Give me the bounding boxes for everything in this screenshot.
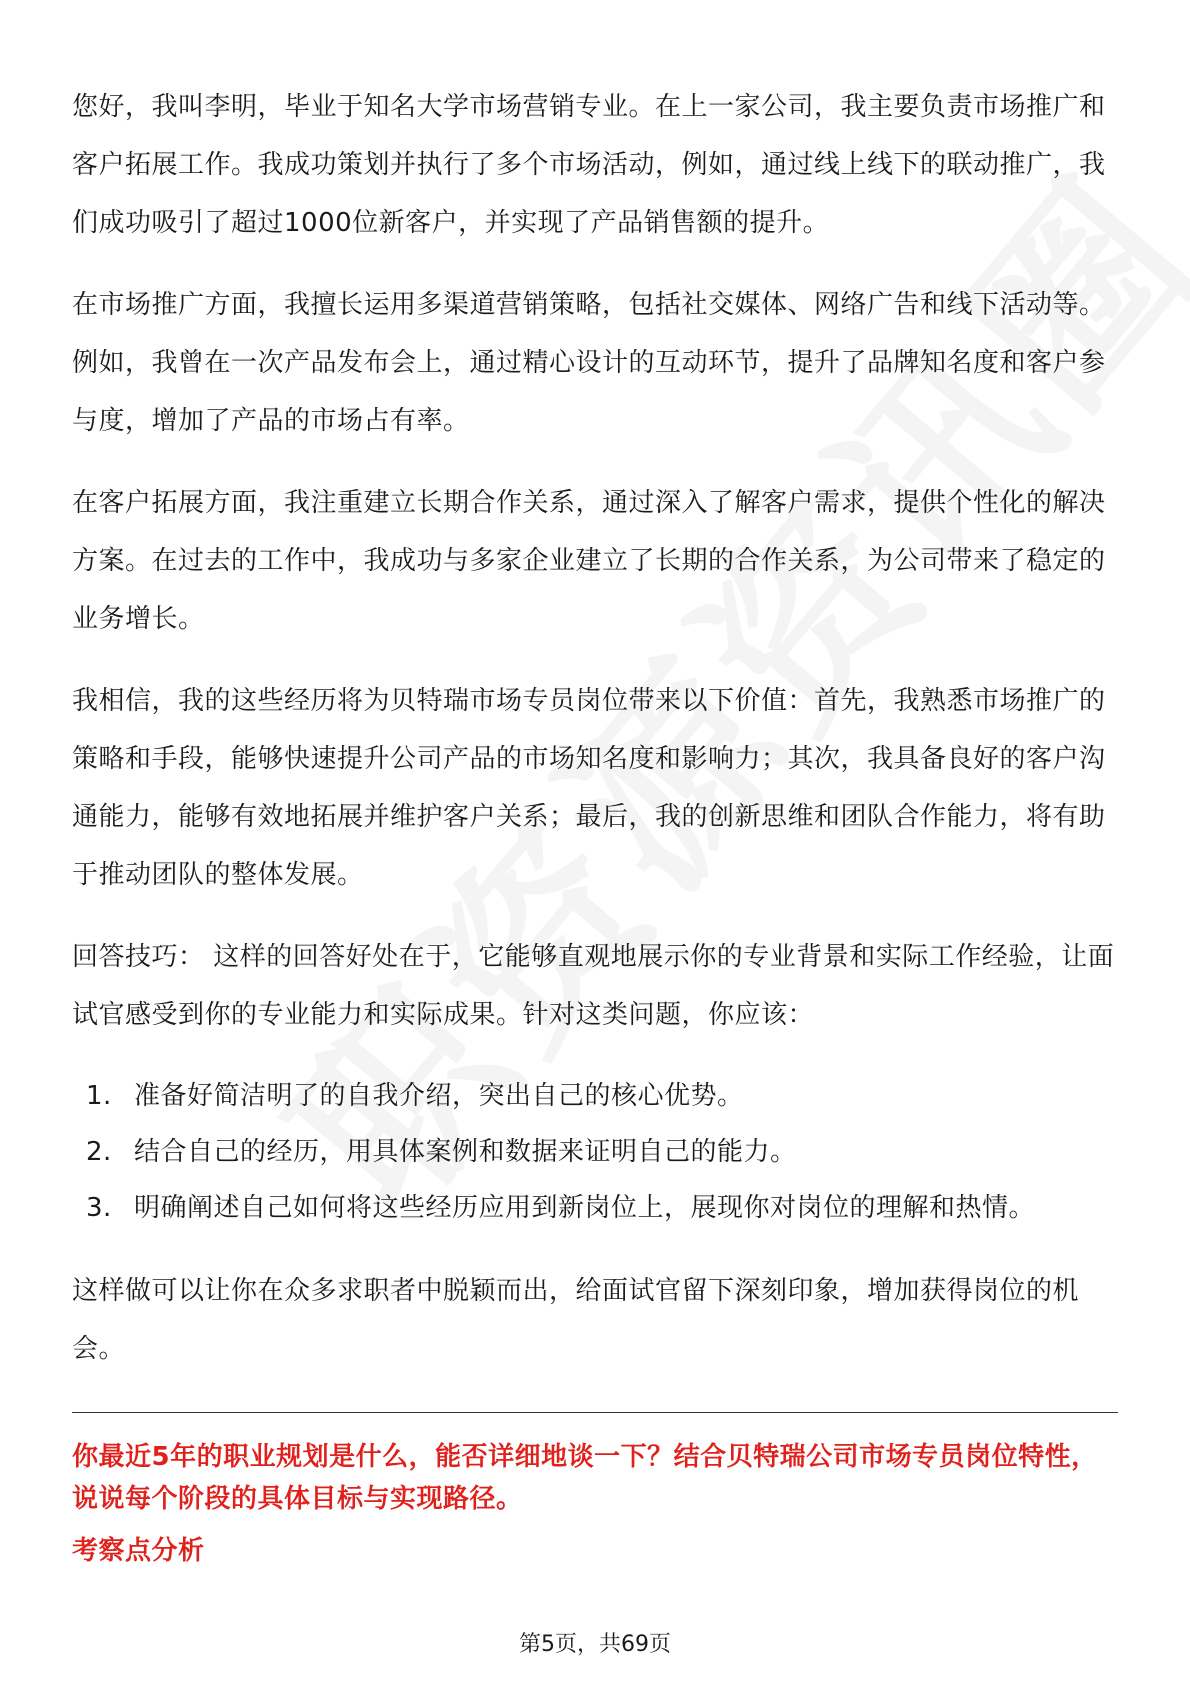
list-item	[72, 1124, 1118, 1180]
list-item-number: 1.	[86, 1081, 112, 1111]
paragraph-tips-intro: 回答技巧： 这样的回答好处在于，它能够直观地展示你的专业背景和实际工作经验，让面试官感受到你的专业能力和实际成果。针对这类问题，你应该：	[72, 942, 1115, 1030]
paragraph-value: 我相信，我的这些经历将为贝特瑞市场专员岗位带来以下价值：首先，我熟悉市场推广的策略和手段，能够快速提升公司产品的市场知名度和影响力；其次，我具备良好的客户沟通能力，能够有效地拓展并维护客户关系；最后，我的创新思维和团队合作能力，将有助于推动团队的整体发展。	[72, 686, 1106, 890]
list-item-text: 明确阐述自己如何将这些经历应用到新岗位上，展现你对岗位的理解和热情。	[134, 1193, 1036, 1223]
answer-body	[72, 78, 1118, 1402]
list-item-number: 2.	[86, 1137, 112, 1167]
paragraph-closing: 这样做可以让你在众多求职者中脱颖而出，给面试官留下深刻印象，增加获得岗位的机会。	[72, 1276, 1080, 1364]
interview-question: 你最近5年的职业规划是什么，能否详细地谈一下？结合贝特瑞公司市场专员岗位特性，说说每个阶段的具体目标与实现路径。	[72, 1442, 1098, 1514]
list-item	[72, 1180, 1118, 1236]
paragraph-intro: 您好，我叫李明，毕业于知名大学市场营销专业。在上一家公司，我主要负责市场推广和客户拓展工作。我成功策划并执行了多个市场活动，例如，通过线上线下的联动推广，我们成功吸引了超过1000位新客户，并实现了产品销售额的提升。	[72, 92, 1106, 238]
list-item-text: 准备好简洁明了的自我介绍，突出自己的核心优势。	[134, 1081, 744, 1111]
section-divider	[72, 1412, 1118, 1413]
list-item	[72, 1068, 1118, 1124]
page-number: 第5页，共69页	[519, 1632, 671, 1657]
paragraph-client-expansion: 在客户拓展方面，我注重建立长期合作关系，通过深入了解客户需求，提供个性化的解决方案。在过去的工作中，我成功与多家企业建立了长期的合作关系，为公司带来了稳定的业务增长。	[72, 488, 1106, 634]
analysis-heading: 考察点分析	[72, 1536, 205, 1566]
list-item-text: 结合自己的经历，用具体案例和数据来证明自己的能力。	[134, 1137, 797, 1167]
tips-list	[72, 1068, 1118, 1236]
list-item-number: 3.	[86, 1193, 112, 1223]
paragraph-marketing: 在市场推广方面，我擅长运用多渠道营销策略，包括社交媒体、网络广告和线下活动等。例如，我曾在一次产品发布会上，通过精心设计的互动环节，提升了品牌知名度和客户参与度，增加了产品的市场占有率。	[72, 290, 1106, 436]
